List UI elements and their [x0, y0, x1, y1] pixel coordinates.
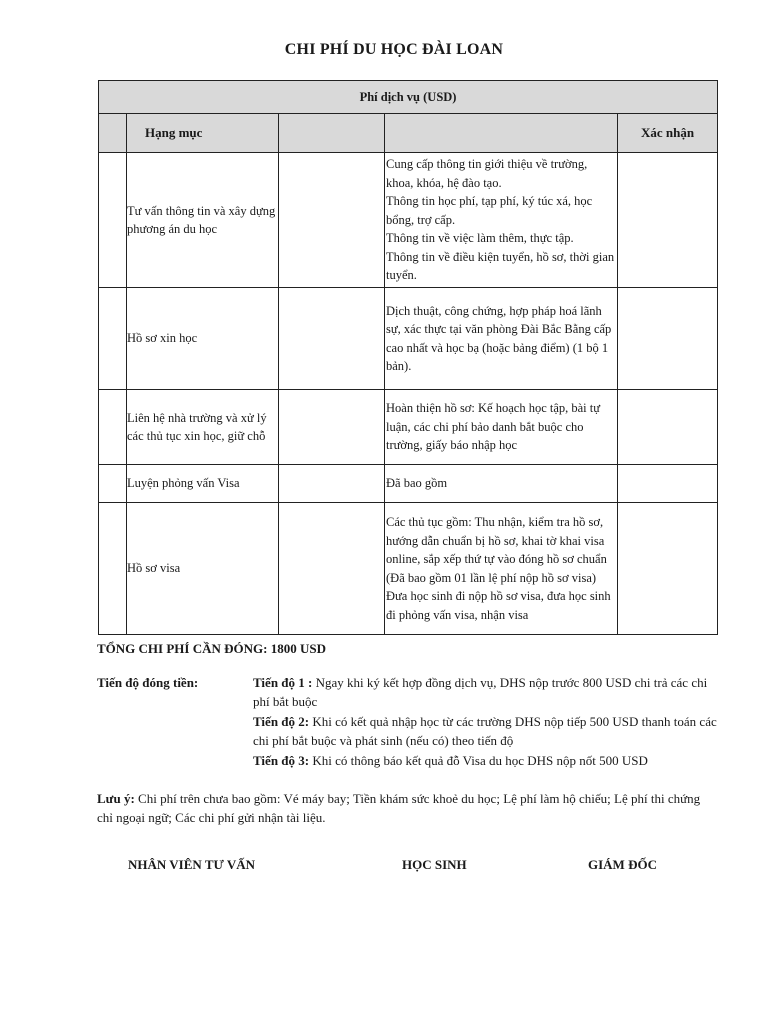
- header-blank-cell: [385, 114, 618, 153]
- description-cell: [385, 390, 618, 465]
- table-row: [99, 390, 718, 465]
- note: [97, 789, 717, 827]
- item-cell: Luyện phỏng vấn Visa: [127, 465, 279, 503]
- signature-student: HỌC SINH: [402, 857, 467, 872]
- header-blank-cell: [99, 114, 127, 153]
- description-cell: [385, 153, 618, 288]
- confirm-cell: [618, 390, 718, 465]
- description-text: Đã bao gồm: [386, 476, 448, 491]
- note-text: Chi phí trên chưa bao gồm: Vé máy bay; Tiền khám sức khoẻ du học; Lệ phí làm hộ chiếu; Lệ phí thi chứng chỉ ngoại ngữ; Các chi phí gửi nhận tài liệu.: [97, 791, 701, 825]
- confirm-cell: [618, 503, 718, 635]
- signature-director: GIÁM ĐỐC: [588, 857, 657, 872]
- table-header-row-main: [99, 81, 718, 114]
- step-text: Khi có kết quả nhập học từ các trường DHS nộp tiếp 500 USD thanh toán các chi phí bắt buộc và phát sinh (nếu có) theo tiến độ: [253, 714, 717, 748]
- column-header-item: Hạng mục: [127, 114, 279, 153]
- confirm-cell: [618, 153, 718, 288]
- item-cell: Hồ sơ xin học: [127, 288, 279, 390]
- description-cell: [385, 465, 618, 503]
- payment-step-1: [253, 673, 723, 711]
- step-text: Khi có thông báo kết quả đỗ Visa du học DHS nộp nốt 500 USD: [309, 753, 648, 768]
- confirm-cell: [618, 465, 718, 503]
- item-cell: Hồ sơ visa: [127, 503, 279, 635]
- service-fee-table: [98, 80, 718, 635]
- description-cell: [385, 503, 618, 635]
- step-label: Tiến độ 2:: [253, 714, 310, 729]
- step-text: Ngay khi ký kết hợp đồng dịch vụ, DHS nộp trước 800 USD chi trả các chi phí bắt buộc: [253, 675, 708, 709]
- header-blank-cell: [279, 114, 385, 153]
- table-row: [99, 288, 718, 390]
- item-cell: Tư vấn thông tin và xây dựng phương án du học: [127, 153, 279, 288]
- payment-step-2: [253, 712, 723, 750]
- table-row: [99, 465, 718, 503]
- note-label: Lưu ý:: [97, 791, 135, 806]
- table-row: [99, 503, 718, 635]
- payment-schedule-label: Tiến độ đóng tiền:: [97, 675, 199, 690]
- table-row: [99, 153, 718, 288]
- step-label: Tiến độ 3:: [253, 753, 310, 768]
- column-header-confirm: Xác nhận: [618, 114, 718, 153]
- description-text: Cung cấp thông tin giới thiệu về trường, khoa, khóa, hệ đào tạo. Thông tin học phí, tạp phí, ký túc xá, học bổng, trợ cấp. Thông tin về việc làm thêm, thực tập. Thông tin về điều kiện tuyển, hồ sơ, thời gian tuyển.: [386, 157, 615, 283]
- document-title: CHI PHÍ DU HỌC ĐÀI LOAN: [284, 41, 504, 58]
- description-text: Hoàn thiện hồ sơ: Kế hoạch học tập, bài tự luận, các chi phí bảo danh bắt buộc cho trường, giấy báo nhập học: [386, 401, 601, 453]
- confirm-cell: [618, 288, 718, 390]
- payment-step-3: [253, 751, 723, 770]
- payment-schedule: [253, 673, 723, 771]
- description-text: Dịch thuật, công chứng, hợp pháp hoá lãnh sự, xác thực tại văn phòng Đài Bắc Bằng cấp cao nhất và học bạ (hoặc bảng điểm) (1 bộ 1 bản).: [386, 303, 612, 373]
- signature-consultant: NHÂN VIÊN TƯ VẤN: [128, 857, 256, 872]
- table-header-row-columns: [99, 114, 718, 153]
- item-cell: Liên hệ nhà trường và xử lý các thủ tục xin học, giữ chỗ: [127, 390, 279, 465]
- description-cell: [385, 288, 618, 390]
- total-cost: TỔNG CHI PHÍ CẦN ĐÓNG: 1800 USD: [97, 641, 326, 656]
- step-label: Tiến độ 1 :: [253, 675, 313, 690]
- description-text: Các thủ tục gồm: Thu nhận, kiểm tra hồ sơ, hướng dẫn chuẩn bị hồ sơ, khai tờ khai visa online, sắp xếp thứ tự vào đóng hồ sơ chuẩn (Đã bao gồm 01 lần lệ phí nộp hồ sơ visa) Đưa học sinh đi nộp hồ sơ visa, đưa học sinh đi phỏng vấn visa, nhận visa: [386, 515, 611, 622]
- fee-header: Phí dịch vụ (USD): [99, 81, 718, 114]
